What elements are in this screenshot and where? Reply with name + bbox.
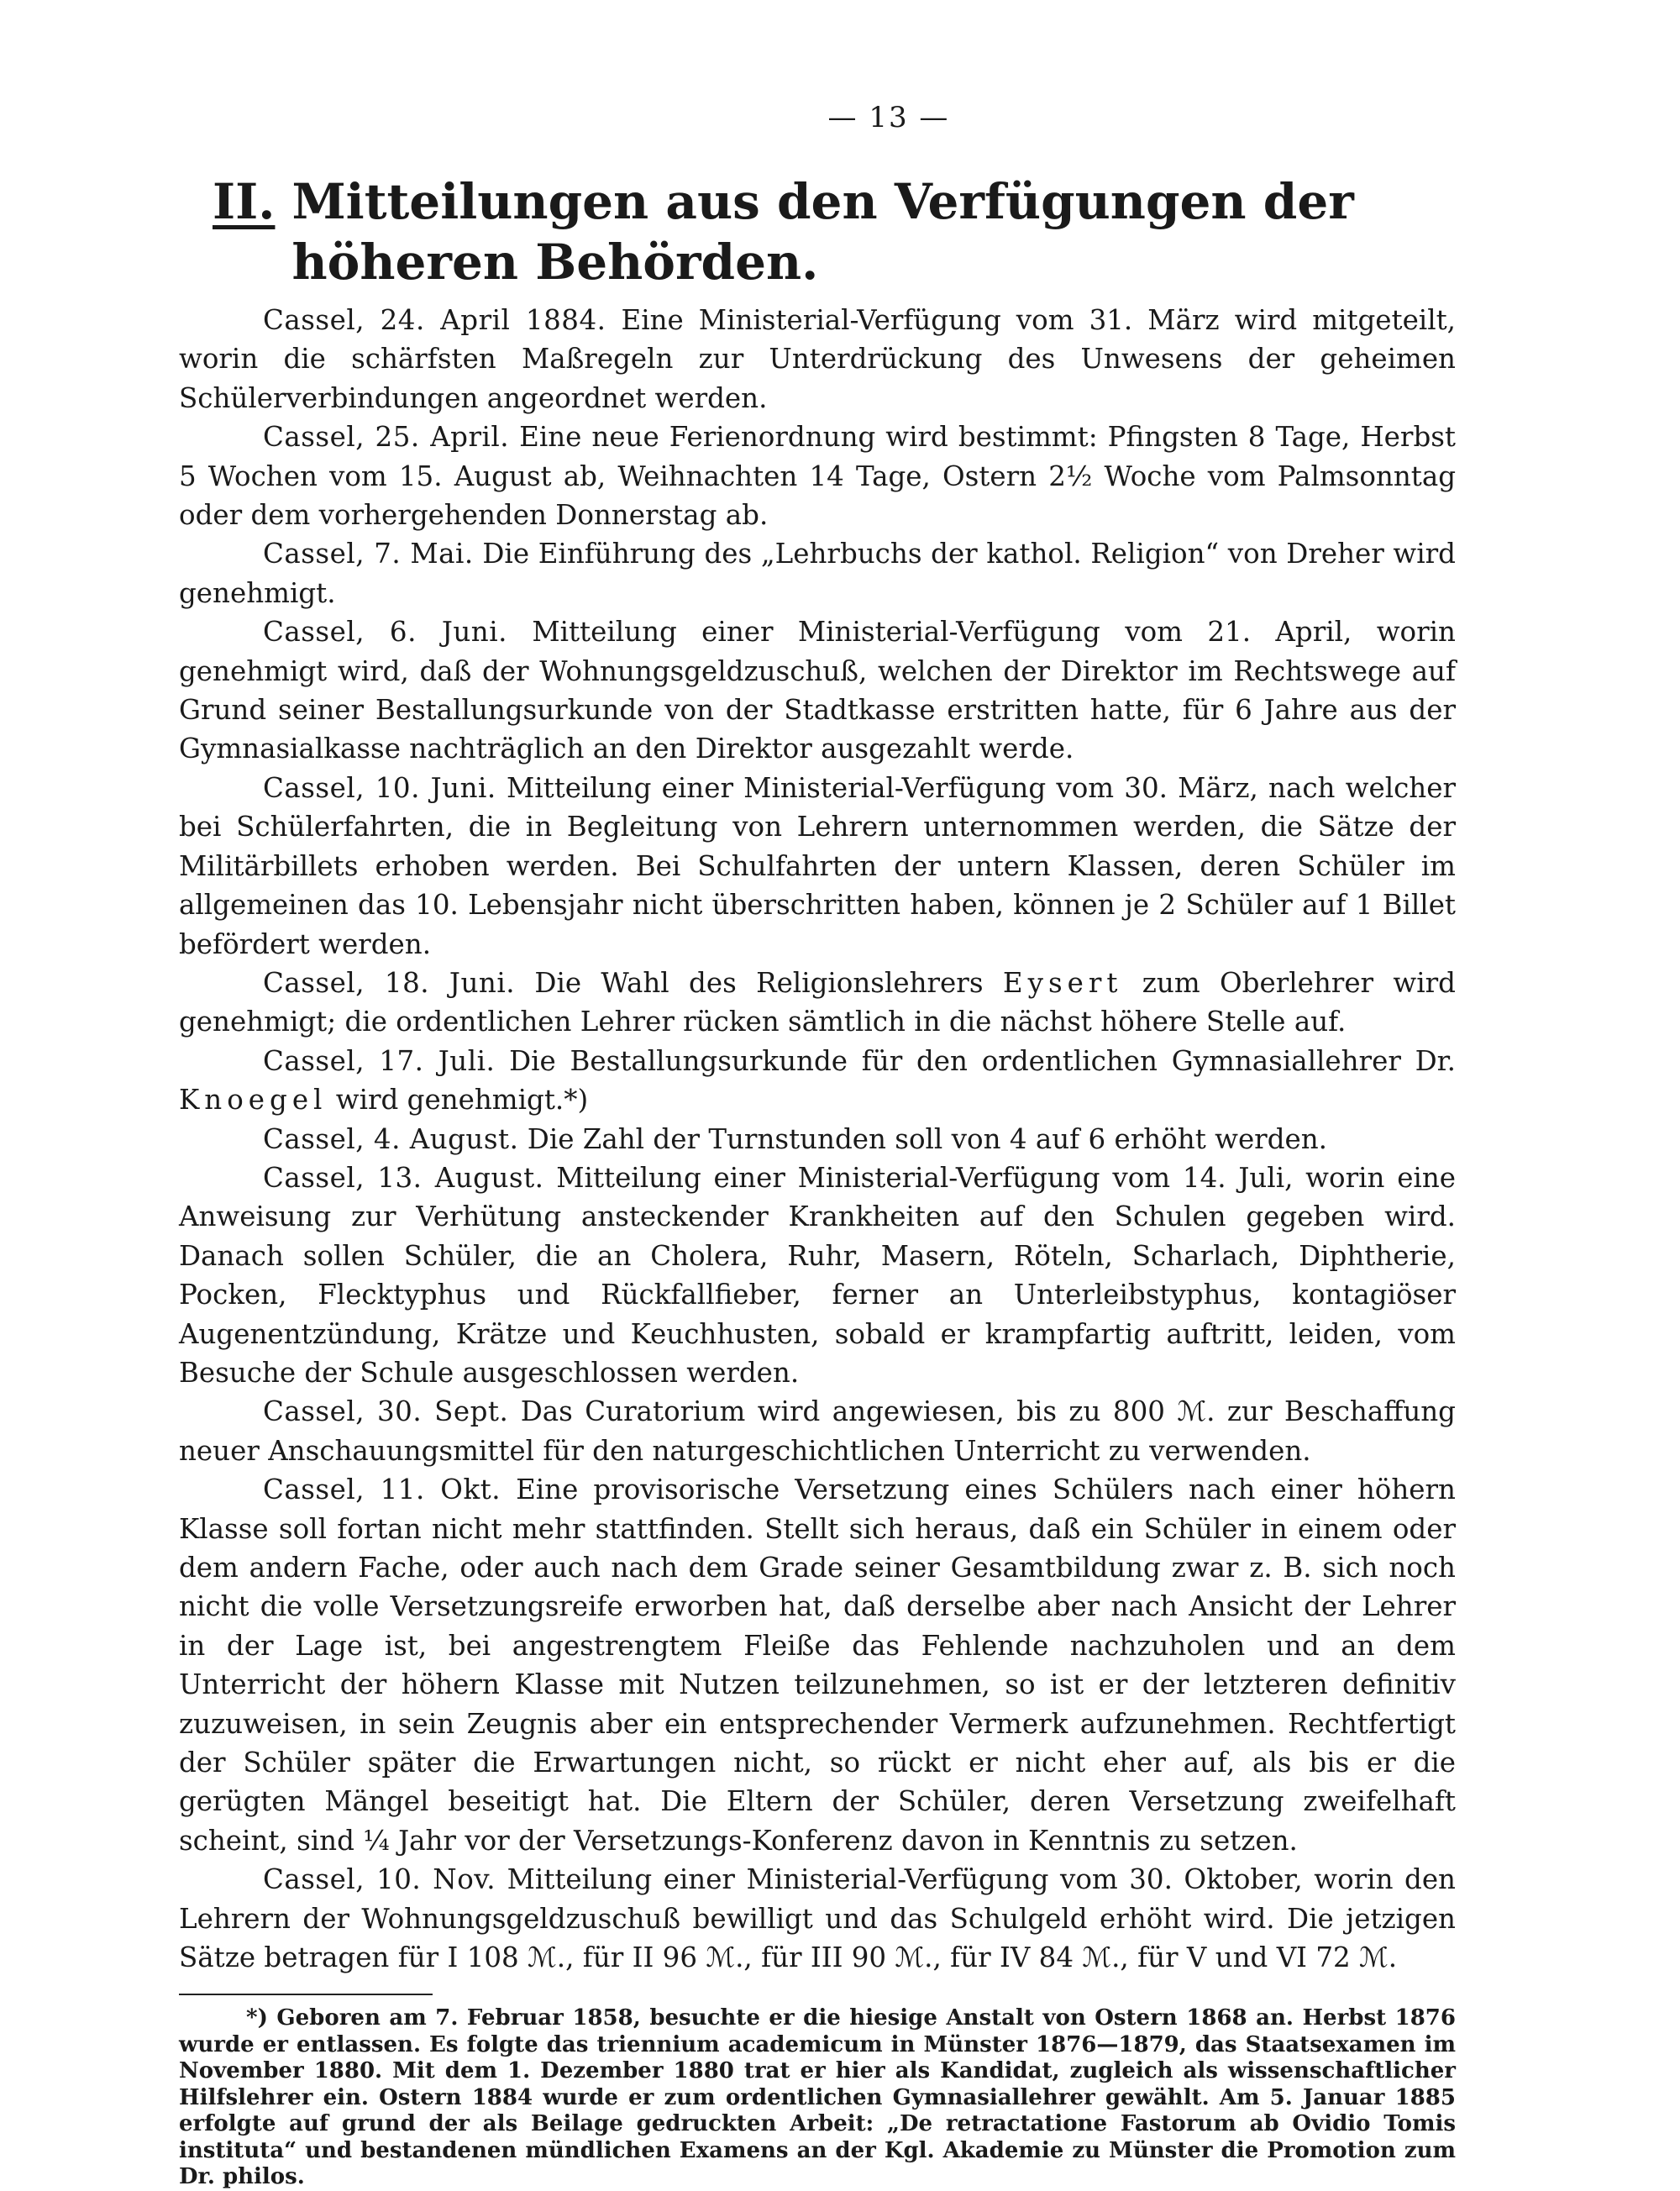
entry-text: Eine Ministerial-Verfügung vom 31. März wird mitgeteilt, worin die schärfsten Maßregeln zur Unterdrückung des Unwesens der geheimen Schülerverbindungen angeordnet werden. [179, 304, 1456, 414]
ordinance-entry [179, 1470, 1456, 1860]
entry-date: Cassel, 7. Mai. [263, 538, 474, 570]
person-name: Knoegel [179, 1084, 328, 1117]
ordinance-entry [179, 1120, 1456, 1159]
entry-text: Die Bestallungsurkunde für den ordentlichen Gymnasiallehrer Dr. [509, 1044, 1456, 1077]
section-heading [213, 171, 1456, 292]
footnote-divider [179, 1994, 433, 1995]
person-name: Eysert [1002, 966, 1123, 999]
entry-text: zum Oberlehrer wird genehmigt; die ordentlichen Lehrer rücken sämtlich in die nächst höhere Stelle auf. [179, 966, 1456, 1038]
entry-text: Eine provisorische Versetzung eines Schülers nach einer höhern Klasse soll fortan nicht mehr stattfinden. Stellt sich heraus, daß ein Schüler in einem oder dem andern Fache, oder auch nach dem Grade seiner Gesamtbildung zwar z. B. sich noch nicht die volle Versetzungsreife erworben hat, daß derselbe aber nach Ansicht der Lehrer in der Lage ist, bei angestrengtem Fleiße das Fehlende nachzuholen und an dem Unterricht der höhern Klasse mit Nutzen teilzunehmen, so ist er der letzteren definitiv zuzuweisen, in sein Zeugnis aber ein entsprechender Vermerk aufzunehmen. Rechtfertigt der Schüler später die Erwartungen nicht, so rückt er nicht eher auf, als bis er die gerügten Mängel beseitigt hat. Die Eltern der Schüler, deren Versetzung zweifelhaft scheint, sind ¼ Jahr vor der Versetzungs-Konferenz davon in Kenntnis zu setzen. [179, 1474, 1456, 1857]
entry-text: Mitteilung einer Ministerial-Verfügung vom 30. März, nach welcher bei Schülerfahrten, die in Begleitung von Lehrern unternommen werden, die Sätze der Militärbillets erhoben werden. Bei Schulfahrten der untern Klassen, deren Schüler im allgemeinen das 10. Lebensjahr nicht überschritten haben, können je 2 Schüler auf 1 Billet befördert werden. [179, 771, 1456, 960]
section-title: Mitteilungen aus den Verfügungen der höheren Behörden. [291, 173, 1354, 291]
entry-text: Die Wahl des Religionslehrers [534, 966, 1003, 999]
ordinance-entry [179, 1392, 1456, 1470]
ordinance-entry [179, 534, 1456, 612]
entry-date: Cassel, 6. Juni. [263, 616, 507, 649]
entry-date: Cassel, 30. Sept. [263, 1395, 509, 1428]
footnote: *) Geboren am 7. Februar 1858, besuchte er die hiesige Anstalt von Ostern 1868 an. Herbst 1876 wurde er entlassen. Es folgte das triennium academicum in Münster 1876—1879, das Staatsexamen im November 1880. Mit dem 1. Dezember 1880 trat er hier als Kandidat, zugleich als wissenschaftlicher Hilfslehrer ein. Ostern 1884 wurde er zum ordentlichen Gymnasiallehrer gewählt. Am 5. Januar 1885 erfolgte auf grund der als Beilage gedruckten Arbeit: „De retractatione Fastorum ab Ovidio Tomis instituta“ und bestandenen mündlichen Examens an der Kgl. Akademie zu Münster die Promotion zum Dr. philos. [179, 2005, 1456, 2190]
ordinance-entry [179, 964, 1456, 1042]
ordinance-list [179, 301, 1456, 1977]
ordinance-entry [179, 612, 1456, 769]
ordinance-entry [179, 1860, 1456, 1977]
entry-date: Cassel, 18. Juni. [263, 966, 516, 999]
entry-text: Mitteilung einer Ministerial-Verfügung vom 30. Oktober, worin den Lehrern der Wohnungsgeldzuschuß bewilligt und das Schulgeld erhöht wird. Die jetzigen Sätze betragen für I 108 ℳ., für II 96 ℳ., für III 90 ℳ., für IV 84 ℳ., für V und VI 72 ℳ. [179, 1863, 1456, 1974]
entry-date: Cassel, 11. Okt. [263, 1474, 501, 1506]
entry-text: Die Einführung des „Lehrbuchs der kathol. Religion“ von Dreher wird genehmigt. [179, 538, 1456, 609]
entry-date: Cassel, 25. April. [263, 421, 510, 454]
entry-date: Cassel, 10. Juni. [263, 771, 496, 804]
entry-date: Cassel, 4. August. [263, 1122, 519, 1155]
entry-text: Mitteilung einer Ministerial-Verfügung vom 21. April, worin genehmigt wird, daß der Wohnungsgeldzuschuß, welchen der Direktor im Rechtswege auf Grund seiner Bestallungsurkunde von der Stadtkasse erstritten hatte, für 6 Jahre aus der Gymnasialkasse nachträglich an den Direktor ausgezahlt werde. [179, 616, 1456, 765]
ordinance-entry [179, 769, 1456, 964]
ordinance-entry [179, 418, 1456, 534]
entry-text: Eine neue Ferienordnung wird bestimmt: Pfingsten 8 Tage, Herbst 5 Wochen vom 15. August ab, Weihnachten 14 Tage, Ostern 2½ Woche vom Palmsonntag oder dem vorhergehenden Donnerstag ab. [179, 421, 1456, 532]
section-numeral: II. [213, 173, 276, 230]
ordinance-entry [179, 1042, 1456, 1120]
ordinance-entry [179, 1159, 1456, 1392]
entry-text: Mitteilung einer Ministerial-Verfügung vom 14. Juli, worin eine Anweisung zur Verhütung ansteckender Krankheiten auf den Schulen gegeben wird. Danach sollen Schüler, die an Cholera, Ruhr, Masern, Röteln, Scharlach, Diphtherie, Pocken, Flecktyphus und Rückfallfieber, ferner an Unterleibstyphus, kontagiöser Augenentzündung, Krätze und Keuchhusten, sobald er krampfartig auftritt, leiden, vom Besuche der Schule ausgeschlossen werden. [179, 1161, 1456, 1389]
ordinance-entry [179, 301, 1456, 418]
entry-date: Cassel, 10. Nov. [263, 1863, 496, 1896]
entry-text: wird genehmigt.*) [327, 1084, 589, 1117]
entry-text: Die Zahl der Turnstunden soll von 4 auf 6 erhöht werden. [527, 1122, 1328, 1155]
entry-date: Cassel, 24. April 1884. [263, 304, 606, 336]
document-page [179, 101, 1456, 2191]
entry-date: Cassel, 13. August. [263, 1161, 544, 1194]
page-number: — 13 — [827, 101, 950, 134]
entry-text: Das Curatorium wird angewiesen, bis zu 800 ℳ. zur Beschaffung neuer Anschauungsmittel für den naturgeschichtlichen Unterricht zu verwenden. [179, 1395, 1456, 1467]
entry-date: Cassel, 17. Juli. [263, 1044, 496, 1077]
